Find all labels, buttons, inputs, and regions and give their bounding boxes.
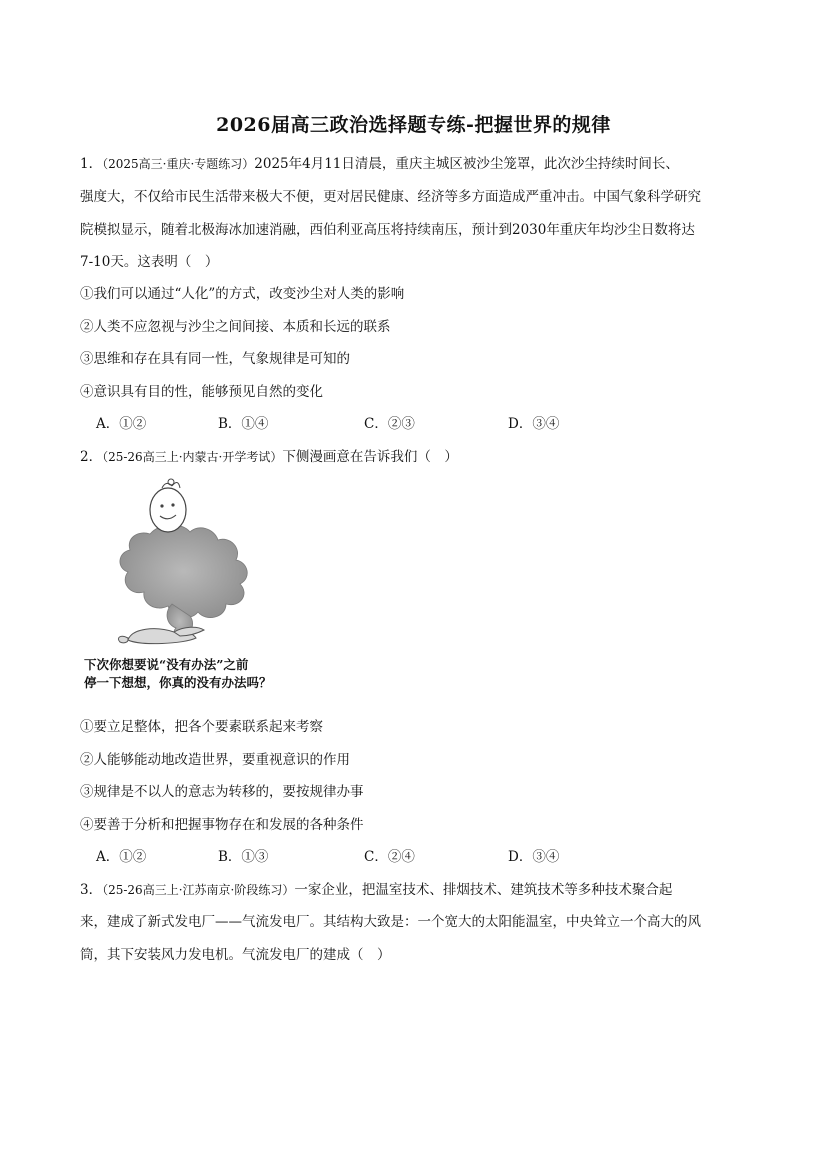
q1-number: 1．	[80, 156, 103, 172]
q2-statement-2: ②人能够能动地改造世界，要重视意识的作用	[80, 752, 350, 768]
smoke-cloud-shape	[120, 525, 247, 639]
q2-choice-d[interactable]: D．③④	[508, 849, 560, 865]
q2-source: （25-26高三上·内蒙古·开学考试）	[102, 450, 283, 464]
q3-stem-line-3: 筒，其下安装风力发电机。气流发电厂的建成（ ）	[80, 947, 391, 963]
q2-choice-b[interactable]: B．①③	[218, 849, 269, 865]
q1-choice-d[interactable]: D．③④	[508, 416, 560, 432]
genie-head-shape	[150, 488, 186, 532]
page-title: 2026届高三政治选择题专练-把握世界的规律	[216, 114, 611, 136]
q3-number: 3．	[80, 882, 103, 898]
genie-lamp-illustration	[80, 472, 300, 652]
q1-choice-c[interactable]: C．②③	[364, 416, 415, 432]
q1-choices	[96, 412, 696, 432]
q1-choice-a[interactable]: A．①②	[96, 416, 147, 432]
q1-stem-line-1	[80, 152, 679, 172]
q2-stem-text-1: 下侧漫画意在告诉我们（ ）	[282, 449, 458, 465]
q1-stem-text-1: 2025年4月11日清晨，重庆主城区被沙尘笼罩，此次沙尘持续时间长、	[254, 156, 679, 172]
q1-statement-3: ③思维和存在具有同一性，气象规律是可知的	[80, 351, 350, 367]
q2-number: 2．	[80, 449, 103, 465]
cartoon-caption-line-1: 下次你想要说“没有办法”之前	[84, 657, 249, 672]
cartoon-caption-line-2: 停一下想想，你真的没有办法吗？	[84, 675, 272, 690]
q2-statement-1: ①要立足整体，把各个要素联系起来考察	[80, 719, 323, 735]
q2-stem-line-1	[80, 445, 458, 465]
q2-statement-3: ③规律是不以人的意志为转移的，要按规律办事	[80, 784, 364, 800]
q3-stem-text-1: 一家企业，把温室技术、排烟技术、建筑技术等多种技术聚合起	[294, 882, 673, 898]
q1-stem-line-3: 院模拟显示，随着北极海冰加速消融，西伯利亚高压将持续南压，预计到2030年重庆年均沙尘日数将达	[80, 222, 695, 238]
oil-lamp-shape	[118, 627, 204, 643]
q1-choice-b[interactable]: B．①④	[218, 416, 269, 432]
q3-stem-line-2: 来，建成了新式发电厂——气流发电厂。其结构大致是：一个宽大的太阳能温室，中央耸立一个高大的风	[80, 914, 701, 930]
q2-statement-4: ④要善于分析和把握事物存在和发展的各种条件	[80, 817, 364, 833]
cartoon-figure	[80, 472, 300, 694]
q1-statement-1: ①我们可以通过“人化”的方式，改变沙尘对人类的影响	[80, 286, 405, 302]
q1-statement-2: ②人类不应忽视与沙尘之间间接、本质和长远的联系	[80, 319, 391, 335]
q1-source: （2025高三·重庆·专题练习）	[102, 157, 255, 171]
q3-stem-line-1	[80, 878, 672, 898]
q1-stem-line-2: 强度大，不仅给市民生活带来极大不便，更对居民健康、经济等多方面造成严重冲击。中国气象科学研究	[80, 189, 701, 205]
q2-choices	[96, 845, 696, 865]
q1-statement-4: ④意识具有目的性，能够预见自然的变化	[80, 384, 323, 400]
q2-choice-c[interactable]: C．②④	[364, 849, 415, 865]
q2-choice-a[interactable]: A．①②	[96, 849, 147, 865]
q3-source: （25-26高三上·江苏南京·阶段练习）	[102, 883, 295, 897]
q1-stem-line-4: 7-10天。这表明（ ）	[80, 254, 219, 270]
